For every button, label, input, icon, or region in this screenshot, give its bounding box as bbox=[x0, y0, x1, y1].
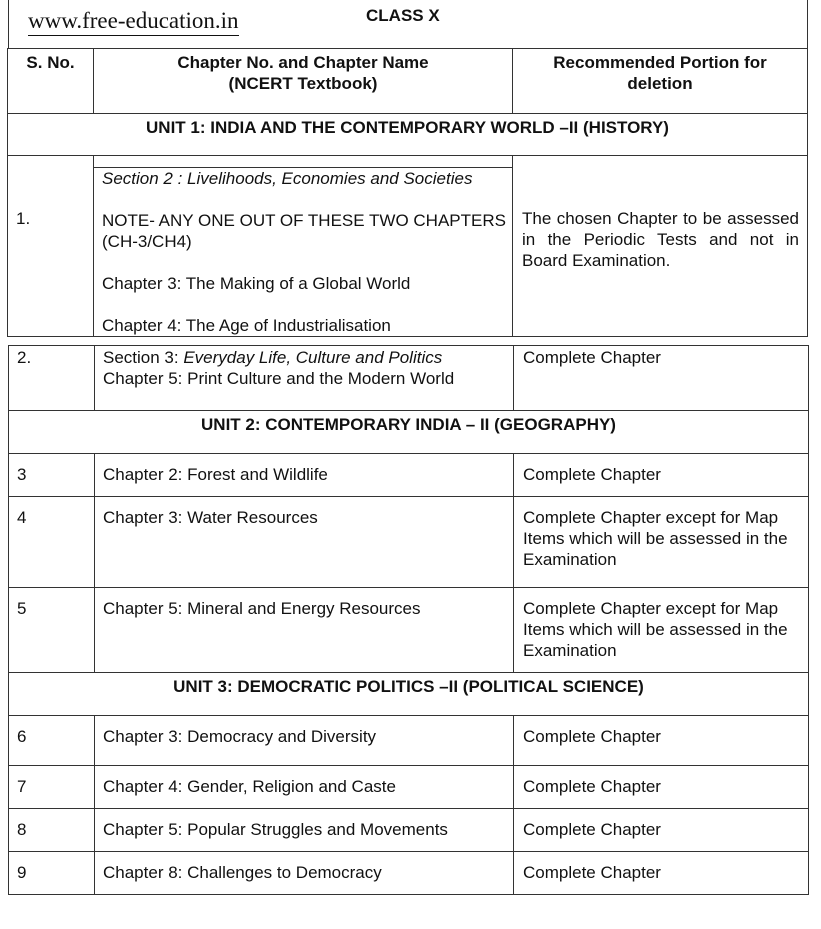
row-sno: 3 bbox=[9, 454, 95, 497]
section-2-title: Section 2 : Livelihoods, Economies and Societies bbox=[102, 169, 473, 188]
table-row bbox=[8, 156, 808, 337]
row-portion: Complete Chapter except for Map Items which will be assessed in the Examination bbox=[514, 588, 809, 673]
row-chapter: Chapter 3: Democracy and Diversity bbox=[95, 716, 514, 766]
table-row bbox=[9, 716, 809, 766]
class-title: CLASS X bbox=[366, 6, 440, 25]
row-portion: Complete Chapter bbox=[514, 346, 809, 411]
deletion-table-part-1 bbox=[7, 48, 808, 337]
row-portion: Complete Chapter bbox=[514, 766, 809, 809]
row-chapter: Chapter 2: Forest and Wildlife bbox=[95, 454, 514, 497]
unit-row bbox=[8, 114, 808, 156]
row-sno: 7 bbox=[9, 766, 95, 809]
unit-1-title: UNIT 1: INDIA AND THE CONTEMPORARY WORLD –II (HISTORY) bbox=[8, 114, 808, 156]
row-sno: 6 bbox=[9, 716, 95, 766]
section-3-name: Everyday Life, Culture and Politics bbox=[183, 348, 443, 367]
chapter-5-name: Chapter 5: Print Culture and the Modern World bbox=[103, 369, 455, 388]
row-chapter: Chapter 5: Mineral and Energy Resources bbox=[95, 588, 514, 673]
row-chapter bbox=[94, 156, 513, 337]
row-portion: Complete Chapter bbox=[514, 454, 809, 497]
row-portion: Complete Chapter bbox=[514, 716, 809, 766]
row-sno: 9 bbox=[9, 852, 95, 895]
col-header-portion-line1: Recommended Portion for bbox=[553, 53, 767, 72]
col-header-portion bbox=[513, 49, 808, 114]
table-row bbox=[9, 346, 809, 411]
section-3-title bbox=[103, 347, 507, 368]
header-row bbox=[8, 49, 808, 114]
row-chapter: Chapter 3: Water Resources bbox=[95, 497, 514, 588]
choice-note: NOTE- ANY ONE OUT OF THESE TWO CHAPTERS (CH-3/CH4) bbox=[102, 211, 506, 251]
col-header-portion-line2: deletion bbox=[627, 74, 693, 93]
row-sno: 5 bbox=[9, 588, 95, 673]
chapter-3-name: Chapter 3: The Making of a Global World bbox=[102, 274, 411, 293]
col-header-chapter-line2: (NCERT Textbook) bbox=[228, 74, 378, 93]
row-portion: The chosen Chapter to be assessed in the Periodic Tests and not in Board Examination. bbox=[513, 156, 808, 337]
table-row bbox=[9, 809, 809, 852]
row-portion: Complete Chapter bbox=[514, 809, 809, 852]
row-chapter: Chapter 8: Challenges to Democracy bbox=[95, 852, 514, 895]
col-header-sno: S. No. bbox=[8, 49, 94, 114]
chapter-4-name: Chapter 4: The Age of Industrialisation bbox=[102, 316, 391, 335]
row-chapter: Chapter 5: Popular Struggles and Movements bbox=[95, 809, 514, 852]
row-portion: Complete Chapter except for Map Items which will be assessed in the Examination bbox=[514, 497, 809, 588]
table-row bbox=[9, 497, 809, 588]
table-row bbox=[9, 852, 809, 895]
site-watermark: www.free-education.in bbox=[28, 8, 239, 36]
row-chapter: Chapter 4: Gender, Religion and Caste bbox=[95, 766, 514, 809]
row-chapter bbox=[95, 346, 514, 411]
unit-row bbox=[9, 411, 809, 454]
deletion-table-part-2 bbox=[8, 345, 809, 895]
row-sno: 8 bbox=[9, 809, 95, 852]
row-portion: Complete Chapter bbox=[514, 852, 809, 895]
row-sno: 2. bbox=[9, 346, 95, 411]
section-3-prefix: Section 3: bbox=[103, 348, 184, 367]
unit-2-title: UNIT 2: CONTEMPORARY INDIA – II (GEOGRAPHY) bbox=[9, 411, 809, 454]
unit-3-title: UNIT 3: DEMOCRATIC POLITICS –II (POLITICAL SCIENCE) bbox=[9, 673, 809, 716]
row-sno: 4 bbox=[9, 497, 95, 588]
table-row bbox=[9, 766, 809, 809]
row-sno: 1. bbox=[8, 156, 94, 337]
col-header-chapter bbox=[94, 49, 513, 114]
unit-row bbox=[9, 673, 809, 716]
table-row bbox=[9, 588, 809, 673]
table-row bbox=[9, 454, 809, 497]
col-header-chapter-line1: Chapter No. and Chapter Name bbox=[177, 53, 429, 72]
